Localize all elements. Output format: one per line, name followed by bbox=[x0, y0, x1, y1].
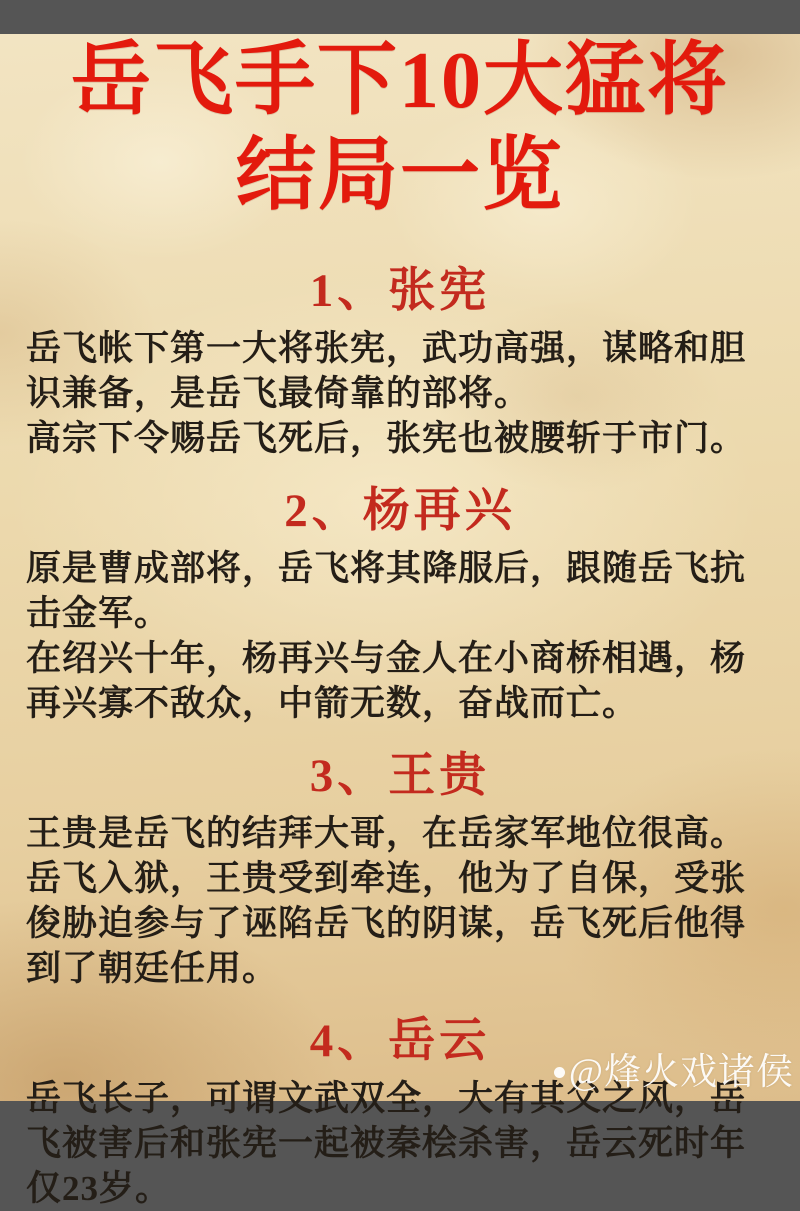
watermark-dot-icon bbox=[554, 1067, 565, 1078]
section-1-body bbox=[0, 326, 800, 461]
section-4-heading: 4、岳云 bbox=[309, 1015, 491, 1067]
poster-title-line-2: 结局一览 bbox=[236, 132, 564, 220]
section-1-zhangxian bbox=[0, 266, 800, 461]
section-1-heading: 1、张宪 bbox=[309, 265, 491, 317]
watermark bbox=[554, 1054, 794, 1091]
section-4-yueyun bbox=[0, 1016, 800, 1211]
section-paragraph: 高宗下令赐岳飞死后，张宪也被腰斩于市门。 bbox=[26, 419, 747, 458]
section-2-heading: 2、杨再兴 bbox=[284, 485, 516, 537]
section-paragraph: 原是曹成部将，岳飞将其降服后，跟随岳飞抗击金军。 bbox=[26, 549, 747, 633]
section-paragraph: 王贵是岳飞的结拜大哥，在岳家军地位很高。 bbox=[26, 814, 747, 853]
section-3-body bbox=[0, 811, 800, 991]
section-paragraph: 在绍兴十年，杨再兴与金人在小商桥相遇，杨再兴寡不敌众，中箭无数，奋战而亡。 bbox=[26, 639, 747, 723]
poster-title-line-1: 岳飞手下10大猛将 bbox=[71, 37, 729, 125]
section-paragraph: 岳飞入狱，王贵受到牵连，他为了自保，受张俊胁迫参与了诬陷岳飞的阴谋，岳飞死后他得到了朝廷任用。 bbox=[26, 859, 747, 988]
watermark-text: @烽火戏诸侯 bbox=[568, 1052, 794, 1093]
poster-title bbox=[0, 34, 800, 224]
section-2-yangzaixing bbox=[0, 486, 800, 726]
section-paragraph: 岳飞长子，可谓文武双全，大有其父之风，岳飞被害后和张宪一起被秦桧杀害，岳云死时年仅23岁。 bbox=[26, 1079, 747, 1208]
section-3-wanggui bbox=[0, 751, 800, 991]
section-2-body bbox=[0, 546, 800, 726]
section-paragraph: 岳飞帐下第一大将张宪，武功高强，谋略和胆识兼备，是岳飞最倚靠的部将。 bbox=[26, 329, 747, 413]
poster-background bbox=[0, 34, 800, 1208]
section-3-heading: 3、王贵 bbox=[309, 750, 491, 802]
section-4-body bbox=[0, 1076, 800, 1211]
